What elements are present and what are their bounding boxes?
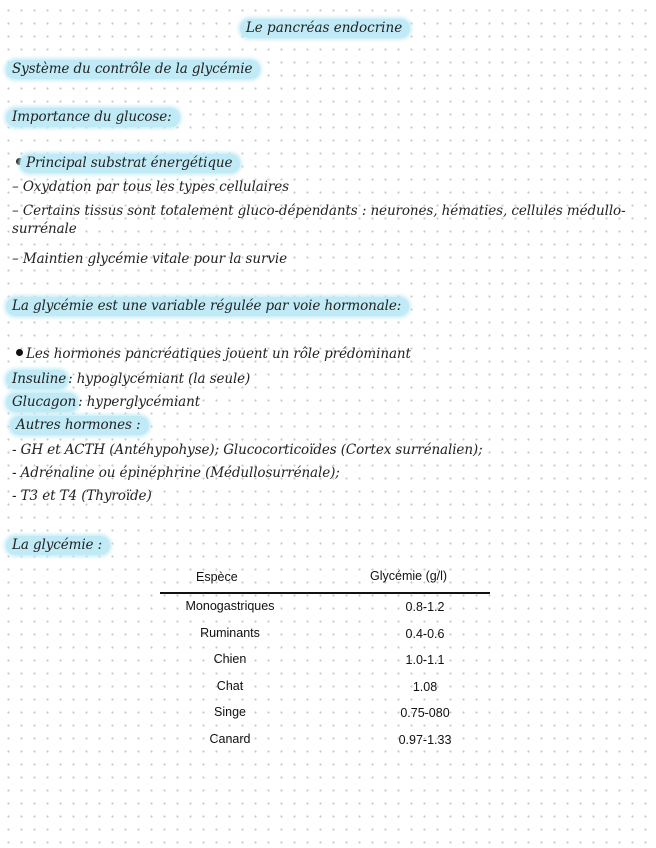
table-cell-species: Chat bbox=[216, 678, 244, 693]
bullet-hormones bbox=[16, 345, 411, 363]
insuline-text: : hypoglycémiant (la seule) bbox=[68, 371, 251, 387]
bullet-substrat bbox=[16, 154, 240, 172]
table-cell-species: Canard bbox=[209, 731, 251, 746]
table-row bbox=[160, 647, 490, 674]
table-header-glycemia: Glycémie (g/l) bbox=[370, 569, 448, 583]
glycemia-table bbox=[160, 566, 490, 753]
section-heading-glucose bbox=[12, 108, 180, 126]
table-cell-species: Monogastriques bbox=[185, 599, 275, 613]
table-row bbox=[160, 674, 490, 701]
section-heading-hormonal-text: La glycémie est une variable régulée par voie hormonale: bbox=[6, 297, 409, 316]
section-heading-glycemie bbox=[12, 536, 110, 554]
glucagon-label: Glucagon bbox=[6, 393, 78, 412]
table-cell-glycemia: 0.8-1.2 bbox=[405, 600, 445, 614]
autres-line-1: - GH et ACTH (Antéhypohyse); Glucocorticoïdes (Cortex surrénalien); bbox=[12, 442, 483, 458]
page-title bbox=[0, 19, 656, 37]
table-cell-glycemia: 0.75-080 bbox=[400, 706, 450, 720]
bullet-substrat-text: Principal substrat énergétique bbox=[20, 154, 240, 173]
table-header-species: Espèce bbox=[196, 570, 238, 584]
table-cell-glycemia: 1.0-1.1 bbox=[405, 653, 445, 667]
table-cell-species: Chien bbox=[213, 652, 247, 666]
table-row bbox=[160, 727, 490, 754]
autres-line-3: - T3 et T4 (Thyroïde) bbox=[12, 488, 152, 504]
autres-hormones-heading bbox=[16, 416, 149, 434]
table-row bbox=[160, 594, 490, 621]
autres-line-2: - Adrénaline ou épinéphrine (Médullosurrénale); bbox=[12, 465, 340, 481]
table-cell-species: Singe bbox=[214, 705, 246, 719]
glucose-line-1: – Oxydation par tous les types cellulaires bbox=[12, 179, 289, 195]
table-cell-glycemia: 0.97-1.33 bbox=[398, 732, 452, 747]
section-heading-glucose-text: Importance du glucose: bbox=[6, 108, 180, 127]
section-heading-control bbox=[12, 60, 260, 78]
glucagon-text: : hyperglycémiant bbox=[78, 394, 201, 410]
section-heading-glycemie-text: La glycémie : bbox=[6, 536, 110, 555]
glucose-line-2: – Certains tissus sont totalement gluco-dépendants : neurones, hématies, cellules médullo-surrénale bbox=[12, 203, 626, 237]
table-cell-glycemia: 0.4-0.6 bbox=[405, 626, 445, 641]
bullet-icon bbox=[16, 349, 23, 356]
table-cell-species: Ruminants bbox=[200, 625, 260, 640]
glucose-line-3: – Maintien glycémie vitale pour la survie bbox=[12, 251, 287, 267]
bullet-hormones-text: Les hormones pancréatiques jouent un rôle prédominant bbox=[26, 346, 411, 362]
insuline-line bbox=[12, 370, 250, 388]
table-row bbox=[160, 700, 490, 727]
page-title-text: Le pancréas endocrine bbox=[240, 19, 410, 38]
glucagon-line bbox=[12, 393, 200, 411]
section-heading-hormonal bbox=[12, 297, 409, 315]
section-heading-control-text: Système du contrôle de la glycémie bbox=[6, 60, 260, 79]
autres-hormones-label: Autres hormones : bbox=[10, 416, 149, 435]
table-header bbox=[160, 566, 490, 594]
insuline-label: Insuline bbox=[6, 370, 68, 389]
table-cell-glycemia: 1.08 bbox=[412, 679, 438, 694]
table-row bbox=[160, 621, 490, 648]
